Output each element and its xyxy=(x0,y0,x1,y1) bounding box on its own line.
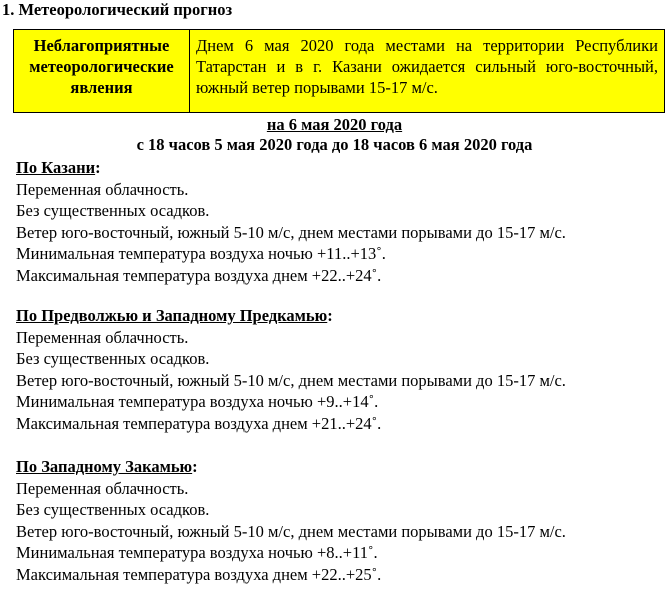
region-heading: По Предволжью и Западному Предкамью: xyxy=(16,306,333,325)
forecast-line: Минимальная температура воздуха ночью +8..+11˚. xyxy=(16,543,378,562)
region-name: По Предволжью и Западному Предкамью xyxy=(16,306,328,325)
forecast-line: Максимальная температура воздуха днем +22..+24˚. xyxy=(16,265,382,285)
forecast-line: Без существенных осадков. xyxy=(16,201,210,220)
forecast-line: Переменная облачность. xyxy=(16,179,189,199)
forecast-line: Максимальная температура воздуха днем +21..+24˚. xyxy=(16,413,382,433)
forecast-line: Ветер юго-восточный, южный 5-10 м/с, днем местами порывами до 15-17 м/с. xyxy=(16,521,566,541)
forecast-range: с 18 часов 5 мая 2020 года до 18 часов 6 мая 2020 года xyxy=(136,135,533,154)
forecast-line: Ветер юго-восточный, южный 5-10 м/с, днем местами порывами до 15-17 м/с. xyxy=(16,222,566,242)
region-kazan xyxy=(16,157,566,286)
forecast-date xyxy=(0,115,669,135)
region-zakamye xyxy=(16,456,566,585)
forecast-line: Ветер юго-восточный, южный 5-10 м/с, днем местами порывами до 15-17 м/с. xyxy=(16,370,566,390)
forecast-date-text: на 6 мая 2020 года xyxy=(266,115,403,134)
warning-text: Днем 6 мая 2020 года местами на территории Республики Татарстан и в г. Казани ожидается сильный юго-восточный, южный ветер порывами 15-17 м/с. xyxy=(190,30,665,113)
region-heading: По Западному Закамью: xyxy=(16,457,198,476)
region-name: По Казани xyxy=(16,158,96,177)
warning-label: Неблагоприятные метеорологические явления xyxy=(14,30,190,113)
forecast-line: Переменная облачность. xyxy=(16,478,189,498)
region-name: По Западному Закамью xyxy=(16,457,193,476)
forecast-line: Максимальная температура воздуха днем +22..+25˚. xyxy=(16,564,382,584)
forecast-line: Без существенных осадков. xyxy=(16,349,210,368)
region-predvolzhye xyxy=(16,305,566,434)
region-heading: По Казани: xyxy=(16,158,101,177)
forecast-line: Минимальная температура воздуха ночью +9..+14˚. xyxy=(16,392,379,411)
forecast-line: Минимальная температура воздуха ночью +11..+13˚. xyxy=(16,244,386,263)
warning-table xyxy=(13,29,665,113)
section-title: 1. Метеорологический прогноз xyxy=(2,0,233,19)
forecast-line: Без существенных осадков. xyxy=(16,500,210,519)
forecast-line: Переменная облачность. xyxy=(16,327,189,347)
